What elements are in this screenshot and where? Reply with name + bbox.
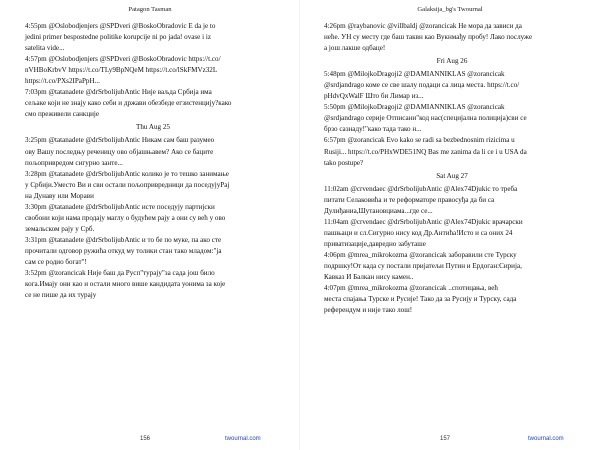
right-page — [300, 0, 600, 450]
entry-line: ову Вашу последњу реченицу ово објашњавем? Ако се баците — [25, 147, 214, 156]
entry-line: tako postupe? — [324, 158, 364, 167]
entry-line: 11:02am @crvendaec @drSrbolijubAntic @Alex74Djukic то треба — [324, 184, 518, 193]
entry-line: приватизације,давредно забуташе — [324, 239, 426, 248]
entry-line: референдум и није тако лош! — [324, 306, 413, 315]
entry-line: 11:04am @crvendaec @drSrbolijubAntic @Alex74Djukic врачарски — [324, 217, 523, 226]
entry-line: у Србији.Уместо Ви и сви остали пољопривредници да поседујуРај — [25, 180, 230, 189]
entry-line: Кавказ И Балкан нису камен.. — [324, 273, 414, 282]
entry-line: pHdvQxWalF Што би Лимар из... — [324, 92, 424, 101]
entry-line: 4:06pm @mrea_mikrokozma @zorancicak заборавили сте Турску — [324, 250, 517, 259]
entry-line: 3:28pm @tatanadete @drSrbolijubAntic колико је то тешко занимање — [25, 169, 229, 178]
entry-line: Дулиђаниа,Шутановциама...где се... — [324, 206, 433, 215]
entry-line: 7:03pm @tatanadete @drSrbolijubAntic Није ваљда Србија има — [25, 88, 212, 97]
entry-line: 3:25pm @tatanadete @drSrbolijubAntic Никам сам баш разумео — [25, 136, 215, 145]
entry-line: 3:52pm @zorancicak Није баш да Русп"турају"за сада још било — [25, 269, 215, 278]
entry-line: 5:50pm @MilojkoDragoji2 @DAMIANNIKLAS @zorancicak — [324, 103, 505, 112]
entry-line: https://t.co/PXs2IPaPpH... — [25, 77, 100, 86]
entry-line: 3:31pm @tatanadete @drSrbolijubAntic и тo бе по муке, па ако сте — [25, 235, 222, 244]
entry-line: кога.Имају они као и остали много више кандидата уонима за које — [25, 280, 226, 289]
entry-line: jedini primer bespostedne politike korupcije ni po jada! ovase i iz — [25, 33, 211, 42]
entry-line: подршку!От када су постали пријатељи Путин и Ердоган:Сирија, — [324, 261, 522, 270]
entry-line: 5:48pm @MilojkoDragoji2 @DAMIANNIKLAS @zorancicak — [324, 70, 505, 79]
entry-line: 4:55pm @Oslobodjenjers @SPDveri @BoskoObradovic E da je to — [25, 22, 216, 30]
entry-line: @srdjandrago серије Отписани"код нас(специјална полиција)сви се — [324, 114, 527, 123]
entry-line: Rusiji... https://t.co/PHxWDE51NQ Bas me zanima da li ce i u USA da — [324, 147, 527, 156]
left-page-content — [25, 21, 281, 301]
entry-line: satelita vide... — [25, 44, 65, 53]
entry-line: се не пише да их турају — [25, 291, 97, 300]
entry-line: nVHBoKrbvV https://t.co/TLy9BpNQeM https://t.co/lSkFMVz32L — [25, 66, 218, 75]
entry-line: смо преживели санкције — [25, 110, 100, 119]
entry-line: пољопривредом сигурно занте... — [25, 158, 123, 167]
entry-line: 3:30pm @tatanadete @drSrbolijubAntic исте поседују партијски — [25, 202, 215, 211]
entry-line: 4:26pm @raybanovic @villbaldj @zorancicak Не мора да зависи да — [324, 22, 522, 30]
entry-line: земальском рају у Срб. — [25, 224, 95, 233]
right-site-label: twournal.com — [528, 436, 564, 442]
day-heading: Fri Aug 26 — [436, 57, 468, 66]
entry-line: свобони који нама продају маглу о будућем рају а они су већ у ово — [25, 213, 226, 222]
day-heading: Thu Aug 25 — [136, 123, 170, 132]
left-site-label: twournal.com — [225, 436, 261, 442]
entry-line: прочитали одговор ружића откуд му толики стан тако младом:"ја — [25, 246, 222, 255]
entry-line: 4:07pm @mrea_mikrokozma @zorancicak ..спотицања, већ — [324, 284, 498, 293]
entry-line: пашњаци и сл.Сигурно нису код Др.Антића!Исто и са оних 24 — [324, 228, 513, 237]
entry-line: сељаке који не знају како себи и држави обезбеде егзистенцију?како — [25, 99, 232, 108]
day-heading: Sat Aug 27 — [436, 171, 468, 180]
left-running-head: Patagon Tasman — [128, 6, 172, 13]
entry-line: места спајања Турске и Русије! Тако да за Русију и Турску, сада — [324, 295, 517, 304]
right-page-content — [324, 21, 580, 316]
entry-line: неће. УН су месту где баш таквн као Вукнмађу пробу! Лако послуже — [324, 33, 533, 42]
entry-line: брзо сазнаду!"како тада тако н... — [324, 125, 422, 134]
entry-line: на Дунаву или Морави — [25, 191, 94, 200]
entry-line: @srdjandrago коме се све шалу подаци са лица места. https://t.co/ — [324, 81, 520, 90]
right-page-number: 157 — [440, 436, 451, 442]
entry-line: а још лакше одбаце! — [324, 44, 386, 53]
entry-line: 4:57pm @Oslobodjenjers @SPDveri @BoskoObradovic https://t.co/ — [25, 55, 221, 64]
entry-line: 6:57pm @zorancicak Evo kako se radi sa bezbednosnim rizicima u — [324, 136, 515, 145]
entry-line: сам се родио богат"! — [25, 257, 87, 266]
entry-line: питати Селаковића и те реформаторе правосуђа да би са — [324, 195, 495, 204]
right-running-head: Galaksija_bg's Twournal — [417, 6, 483, 13]
left-page-number: 156 — [140, 436, 151, 442]
